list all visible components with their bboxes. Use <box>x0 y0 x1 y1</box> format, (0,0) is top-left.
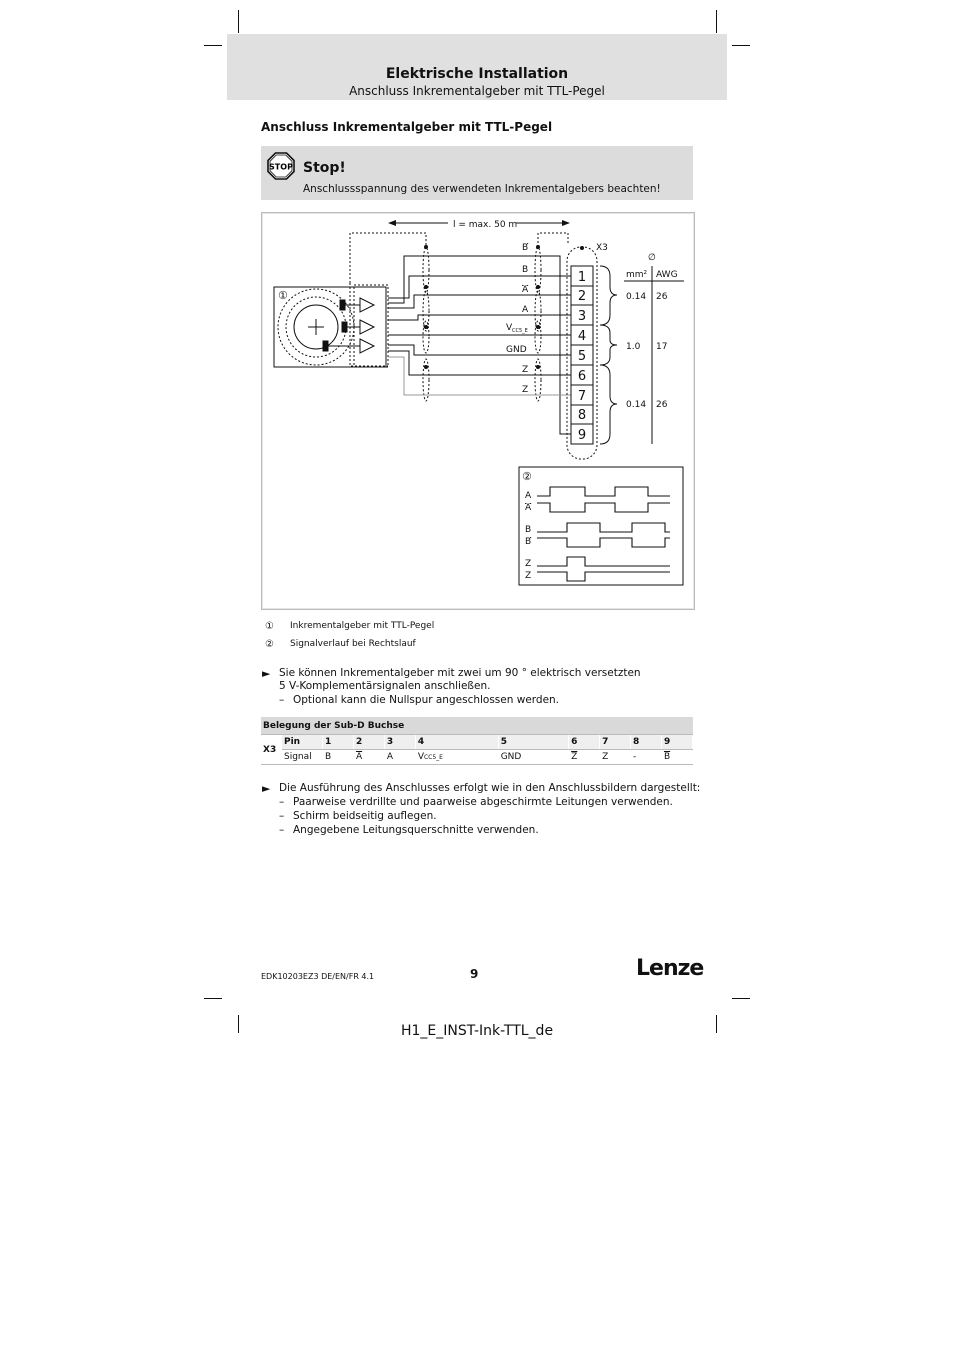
svg-text:Z: Z <box>525 571 532 581</box>
bullet-arrow: ► <box>262 667 271 680</box>
svg-text:A: A <box>522 285 529 295</box>
signal-header: Signal <box>282 750 323 765</box>
svg-text:1: 1 <box>577 270 587 285</box>
pin-assignment-table <box>261 717 693 765</box>
table-cell: $\overline{B}$ <box>661 750 692 765</box>
svg-text:0.14: 0.14 <box>626 400 647 410</box>
svg-text:3: 3 <box>577 309 587 324</box>
svg-text:7: 7 <box>577 389 587 404</box>
table-cell: 8 <box>631 735 662 750</box>
legend-text: Signalverlauf bei Rechtslauf <box>290 639 416 649</box>
list-dash: – <box>279 824 285 836</box>
table-cell: 9 <box>661 735 692 750</box>
stop-text: Anschlussspannung des verwendeten Inkrementalgebers beachten! <box>303 183 661 195</box>
svg-text:X3: X3 <box>596 243 608 253</box>
table-cell: - <box>631 750 662 765</box>
list-item: Paarweise verdrillte und paarweise abgeschirmte Leitungen verwenden. <box>293 796 673 808</box>
svg-text:B: B <box>522 265 529 275</box>
svg-text:V: V <box>506 323 513 333</box>
legend-marker: ② <box>265 639 274 650</box>
list-item: Schirm beidseitig auflegen. <box>293 810 437 822</box>
svg-text:B: B <box>525 537 532 547</box>
document-id: H1_E_INST-Ink-TTL_de <box>400 1023 554 1039</box>
table-cell <box>415 750 498 765</box>
svg-text:B: B <box>522 243 529 253</box>
pin-header: Pin <box>282 735 323 750</box>
svg-text:l = max. 50 m: l = max. 50 m <box>453 220 518 230</box>
document-code: EDK10203EZ3 DE/EN/FR 4.1 <box>261 972 375 981</box>
wiring-diagram <box>0 0 954 620</box>
table-cell: A <box>384 750 415 765</box>
table-cell: $\overline{A}$ <box>353 750 384 765</box>
svg-text:A: A <box>525 503 532 513</box>
page-title: Elektrische Installation <box>385 66 569 82</box>
table-cell: $\overline{Z}$ <box>569 750 600 765</box>
stop-title: Stop! <box>303 160 346 176</box>
page-number: 9 <box>470 967 479 981</box>
list-dash: – <box>279 694 285 706</box>
svg-text:A: A <box>522 305 529 315</box>
list-dash: – <box>279 796 285 808</box>
svg-text:Z: Z <box>522 365 529 375</box>
svg-text:4: 4 <box>577 329 587 344</box>
svg-text:①: ① <box>278 289 288 302</box>
table-cell: 6 <box>569 735 600 750</box>
svg-text:5: 5 <box>577 349 587 364</box>
table-cell: Z <box>600 750 631 765</box>
info-text: 5 V-Komplementärsignalen anschließen. <box>279 680 491 692</box>
bullet-arrow: ► <box>262 782 271 795</box>
svg-text:∅: ∅ <box>648 253 656 263</box>
info-text: Sie können Inkrementalgeber mit zwei um 90 ° elektrisch versetzten <box>279 667 641 679</box>
svg-text:26: 26 <box>656 400 668 410</box>
svg-text:8: 8 <box>577 408 587 423</box>
svg-text:26: 26 <box>656 292 668 302</box>
svg-text:②: ② <box>522 470 532 483</box>
svg-text:AWG: AWG <box>656 270 678 280</box>
svg-text:0.14: 0.14 <box>626 292 647 302</box>
table-cell: GND <box>498 750 568 765</box>
table-cell: 5 <box>498 735 568 750</box>
table-row <box>261 750 693 765</box>
execution-text: Die Ausführung des Anschlusses erfolgt wie in den Anschlussbildern dargestellt: <box>279 782 701 794</box>
svg-text:9: 9 <box>577 428 587 443</box>
svg-text:STOP: STOP <box>269 162 293 172</box>
svg-text:CC5_E: CC5_E <box>512 328 528 334</box>
list-dash: – <box>279 810 285 822</box>
lenze-logo: Lenze <box>636 956 704 981</box>
table-row <box>261 735 693 750</box>
table-cell: 7 <box>600 735 631 750</box>
table-cell: B <box>323 750 354 765</box>
svg-text:1.0: 1.0 <box>626 342 641 352</box>
vcc-label: V <box>417 752 424 762</box>
page-subtitle: Anschluss Inkrementalgeber mit TTL-Pegel <box>349 84 605 98</box>
svg-text:GND: GND <box>506 345 527 355</box>
section-heading: Anschluss Inkrementalgeber mit TTL-Pegel <box>261 120 553 134</box>
connector-label: X3 <box>261 735 282 765</box>
legend-text: Inkrementalgeber mit TTL-Pegel <box>290 621 435 631</box>
table-cell: 4 <box>415 735 498 750</box>
list-item: Angegebene Leitungsquerschnitte verwenden. <box>293 824 539 836</box>
info-subitem: Optional kann die Nullspur angeschlossen werden. <box>293 694 560 706</box>
table-cell: 1 <box>323 735 354 750</box>
legend-marker: ① <box>265 621 274 632</box>
crop-mark <box>204 998 222 999</box>
svg-text:Z: Z <box>525 559 532 569</box>
table-cell: 3 <box>384 735 415 750</box>
table-caption: Belegung der Sub-D Buchse <box>261 717 693 735</box>
svg-text:17: 17 <box>656 342 668 352</box>
svg-text:A: A <box>525 491 532 501</box>
svg-text:B: B <box>525 525 532 535</box>
svg-text:Z: Z <box>522 385 529 395</box>
crop-mark <box>732 998 750 999</box>
vcc-subscript: CC5_E <box>423 754 443 761</box>
table-cell: 2 <box>353 735 384 750</box>
svg-text:mm²: mm² <box>626 270 648 280</box>
svg-text:6: 6 <box>577 369 587 384</box>
svg-text:2: 2 <box>577 289 587 304</box>
